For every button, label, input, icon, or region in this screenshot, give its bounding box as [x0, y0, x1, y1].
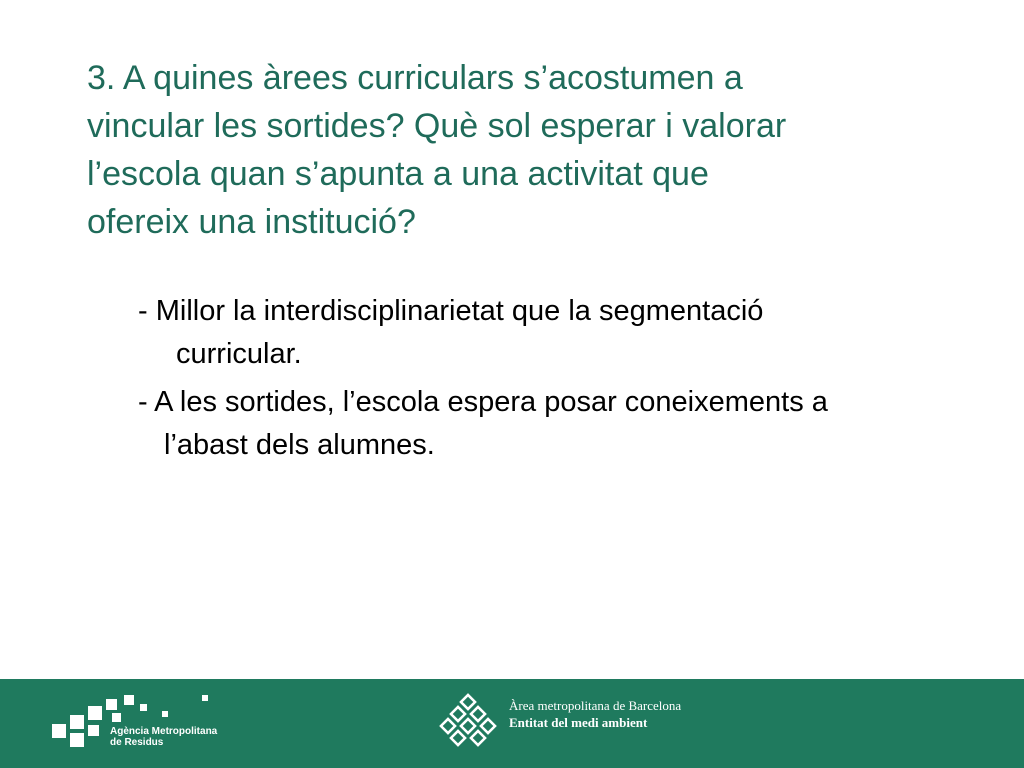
- slide-title: [87, 54, 957, 246]
- logo-text-line: Agència Metropolitana: [110, 726, 218, 737]
- slide-title-line: l’escola quan s’apunta a una activitat que: [87, 155, 709, 193]
- bullet-list: [138, 290, 998, 467]
- agencia-metropolitana-residus-wordmark: [110, 726, 217, 748]
- bullet-line-continuation: l’abast dels alumnes.: [164, 429, 435, 461]
- slide-title-line: 3. A quines àrees curriculars s’acostumen a: [87, 59, 743, 97]
- bullet-line: - Millor la interdisciplinarietat que la segmentació: [138, 295, 764, 327]
- bullet-line-continuation: curricular.: [176, 338, 302, 370]
- logo-text-line: de Residus: [110, 737, 164, 748]
- footer-bar: [0, 679, 1024, 768]
- bullet-item: [138, 290, 998, 376]
- bullet-item: [138, 381, 998, 467]
- logo-text-line: Àrea metropolitana de Barcelona: [509, 698, 682, 713]
- slide-title-line: ofereix una institució?: [87, 203, 416, 241]
- logo-text-line: Entitat del medi ambient: [509, 715, 648, 730]
- area-metropolitana-barcelona-logo: [434, 693, 504, 753]
- bullet-line: - A les sortides, l’escola espera posar coneixements a: [138, 386, 828, 418]
- slide-title-line: vincular les sortides? Què sol esperar i valorar: [87, 107, 787, 145]
- area-metropolitana-barcelona-wordmark: [509, 697, 681, 731]
